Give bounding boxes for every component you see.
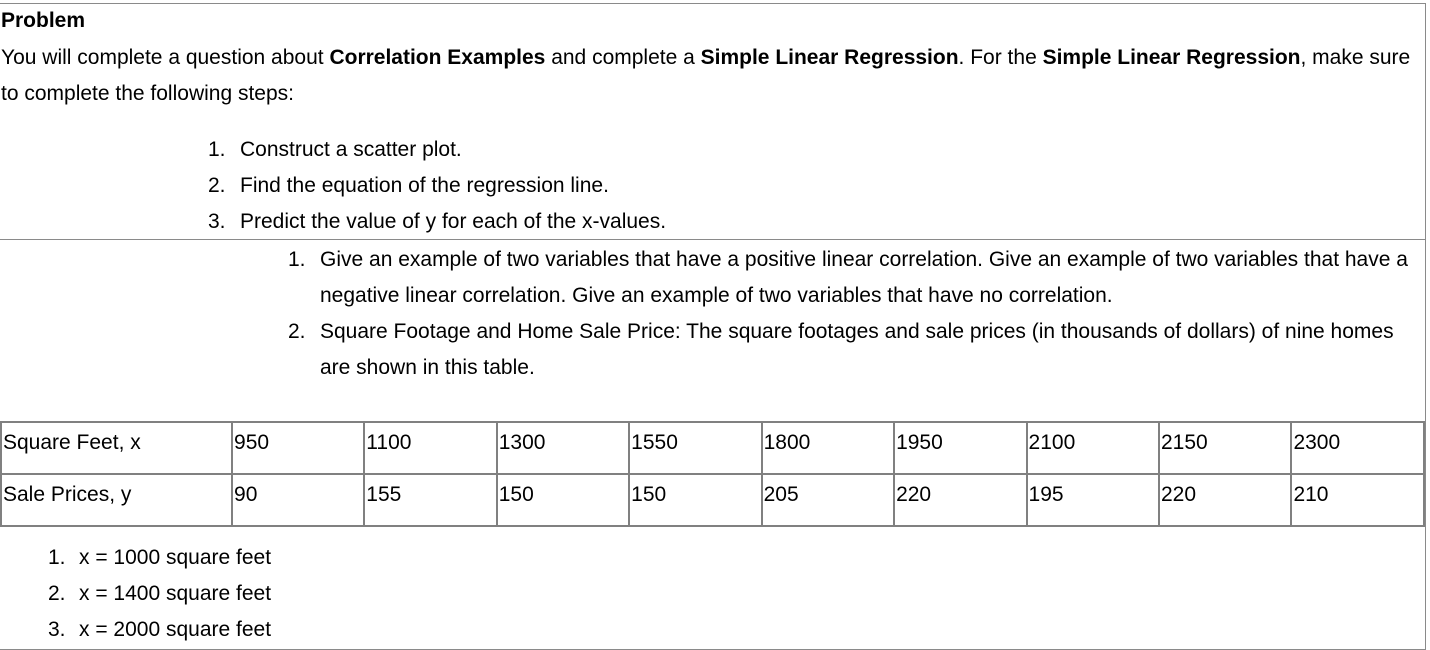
table-cell: 1300 <box>497 422 629 474</box>
step-item <box>208 204 666 240</box>
table-row <box>1 474 1424 526</box>
question-item <box>288 314 1428 386</box>
table-cell: 2150 <box>1159 422 1291 474</box>
question-text: Give an example of two variables that have a positive linear correlation. Give an example of two variables that have a negative linear correlation. Give an example of two variables that have no correlation. <box>320 248 1408 307</box>
table-cell: 205 <box>762 474 894 526</box>
table-cell: 210 <box>1291 474 1424 526</box>
question-number: 1. <box>288 248 306 271</box>
question-text: Square Footage and Home Sale Price: The square footages and sale prices (in thousands of dollars) of nine homes are shown in this table. <box>320 320 1394 379</box>
x-value-text: x = 1400 square feet <box>79 582 272 605</box>
table-cell: 2300 <box>1291 422 1424 474</box>
step-number: 3. <box>208 210 226 233</box>
table-cell: 150 <box>497 474 629 526</box>
step-number: 1. <box>208 138 226 161</box>
table-cell: 155 <box>364 474 496 526</box>
x-value-number: 2. <box>48 582 66 605</box>
table-cell: 1800 <box>762 422 894 474</box>
intro-bold-correlation: Correlation Examples <box>329 46 546 69</box>
step-number: 2. <box>208 174 226 197</box>
problem-intro <box>1 40 1411 112</box>
x-value-number: 1. <box>48 546 66 569</box>
data-table <box>0 421 1425 527</box>
step-item <box>208 132 666 168</box>
step-text: Construct a scatter plot. <box>240 138 462 161</box>
intro-bold-regression: Simple Linear Regression <box>1042 46 1301 69</box>
x-value-text: x = 2000 square feet <box>79 618 272 641</box>
intro-text: You will complete a question about <box>1 46 330 69</box>
table-cell: 220 <box>894 474 1026 526</box>
table-cell: 2100 <box>1027 422 1159 474</box>
table-row <box>1 422 1424 474</box>
problem-title: Problem <box>1 9 86 32</box>
table-cell: 150 <box>629 474 761 526</box>
intro-text: , make sure to complete the following steps: <box>1 46 1411 105</box>
x-value-item <box>48 612 271 648</box>
table-cell: 195 <box>1027 474 1159 526</box>
questions-list <box>288 242 1428 386</box>
x-value-number: 3. <box>48 618 66 641</box>
x-value-item <box>48 576 271 612</box>
table-cell: 1100 <box>364 422 496 474</box>
row-label: Square Feet, x <box>1 422 232 474</box>
table-cell: 1550 <box>629 422 761 474</box>
intro-bold-regression: Simple Linear Regression <box>700 46 959 69</box>
step-text: Predict the value of y for each of the x-values. <box>240 210 667 233</box>
table-cell: 950 <box>232 422 364 474</box>
step-item <box>208 168 666 204</box>
table-cell: 90 <box>232 474 364 526</box>
steps-list <box>208 132 666 240</box>
table-cell: 220 <box>1159 474 1291 526</box>
question-number: 2. <box>288 320 306 343</box>
intro-text: . For the <box>958 46 1043 69</box>
step-text: Find the equation of the regression line. <box>240 174 609 197</box>
intro-text: and complete a <box>545 46 701 69</box>
x-value-text: x = 1000 square feet <box>79 546 272 569</box>
x-values-list <box>48 540 271 648</box>
table-cell: 1950 <box>894 422 1026 474</box>
row-label: Sale Prices, y <box>1 474 232 526</box>
question-item <box>288 242 1428 314</box>
x-value-item <box>48 540 271 576</box>
